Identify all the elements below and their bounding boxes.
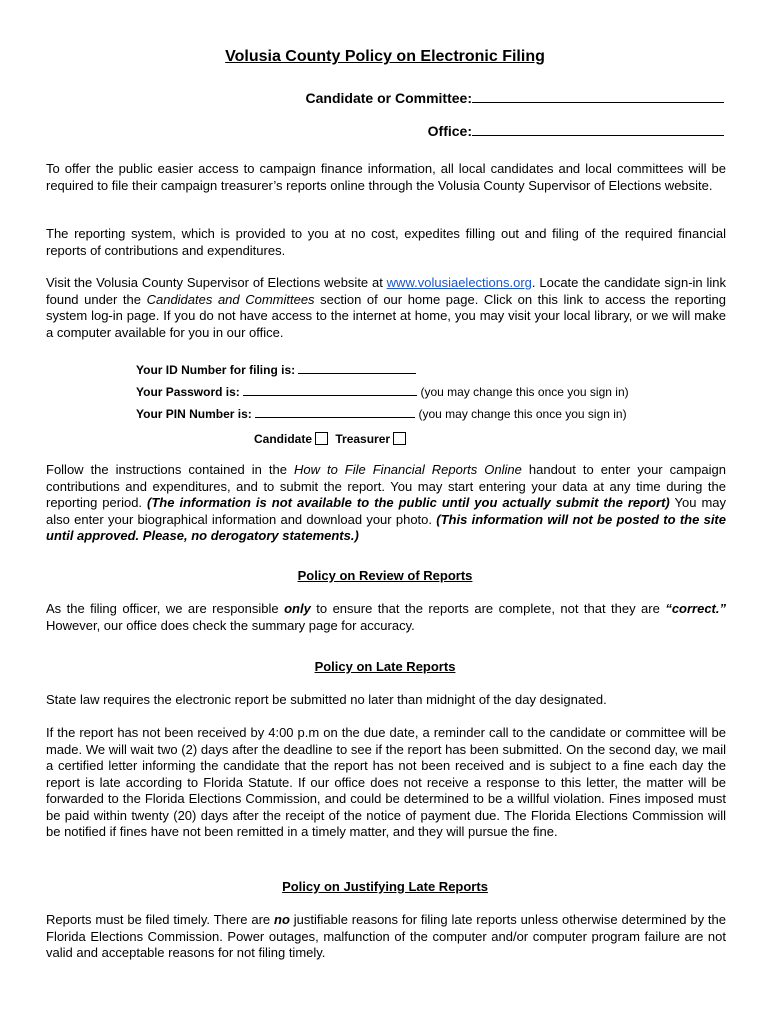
candidate-committee-field[interactable]: [306, 90, 724, 106]
password-row: [136, 385, 629, 399]
instructions-text-1: Follow the instructions contained in the: [46, 462, 294, 477]
visit-text-3: section of our home page. Click on this link to access the reporting system log-in page. If you do not have access to the internet at home, you may visit your local library, or we will make a computer available for you in our office.: [46, 291, 726, 340]
password-note: (you may change this once you sign in): [420, 385, 629, 399]
intro-paragraph: To offer the public easier access to campaign finance information, all local candidates and local committees will be required to file their campaign treasurer’s reports online through the Volusia County Supervisor of Elections website.: [46, 161, 726, 193]
visit-text-1: Visit the Volusia County Supervisor of Elections website at: [46, 275, 387, 290]
document-title: Volusia County Policy on Electronic Filing: [225, 48, 545, 65]
approval-notice: (This information will not be posted to the site until approved. Please, no derogatory statements.): [46, 511, 726, 543]
pin-note: (you may change this once you sign in): [418, 407, 627, 421]
candidate-checkbox[interactable]: [315, 432, 328, 445]
password-label: Your Password is:: [136, 385, 240, 399]
no-emphasis: no: [274, 912, 290, 927]
review-heading: Policy on Review of Reports: [297, 568, 473, 583]
candidate-checkbox-label: Candidate: [254, 432, 313, 446]
review-paragraph: [46, 601, 726, 634]
justify-text-2: justifiable reasons for filing late reports unless otherwise determined by the Florida Elections Commission. Power outages, malfunction of the computer and/or computer program failure are not valid and acceptable reasons for not filing timely.: [46, 912, 727, 960]
id-number-label: Your ID Number for filing is:: [136, 363, 296, 377]
visit-text-2: . Locate the candidate sign-in link found under the: [46, 275, 726, 307]
justify-paragraph: [46, 912, 726, 962]
office-blank[interactable]: [472, 123, 724, 136]
pin-blank[interactable]: [255, 407, 415, 418]
pin-label: Your PIN Number is:: [136, 407, 252, 421]
reporting-system-paragraph: The reporting system, which is provided to you at no cost, expedites filling out and filing of the required financial reports of contributions and expenditures.: [46, 226, 726, 258]
pin-row: [136, 407, 627, 421]
late-process-paragraph: If the report has not been received by 4:00 p.m on the due date, a reminder call to the candidate or committee will be made. We will wait two (2) days after the deadline to see if the report has been submitted. On the second day, we mail a certified letter informing the candidate that the report has not been received and is subject to a fine each day the report is late according to Florida Statute. If our office does not receive a response to this letter, the matter will be forwarded to the Florida Elections Commission, and could be determined to be a willful violation. Fines imposed must be paid within twenty (20) days after the receipt of the notice of payment due. The Florida Elections Commission will be notified if fines have not been remitted in a timely matter, and they will pursue the fine.: [46, 725, 726, 839]
review-text-3: However, our office does check the summary page for accuracy.: [46, 617, 415, 633]
state-law-paragraph: State law requires the electronic report be submitted no later than midnight of the day designated.: [46, 692, 607, 707]
instructions-text-3: You may also enter your biographical information and download your photo.: [46, 495, 726, 527]
justify-text-1: Reports must be filed timely. There are: [46, 912, 275, 927]
password-blank[interactable]: [243, 385, 417, 396]
candidates-committees-italic: Candidates and Committees: [146, 291, 315, 307]
instructions-text-2: handout to enter your campaign contributions and expenditures, and to submit the report. You may start entering your data at any time during the reporting period.: [46, 462, 726, 510]
correct-emphasis: “correct.”: [665, 601, 727, 616]
visit-website-paragraph: [46, 275, 726, 341]
role-checkbox-row: [254, 432, 410, 446]
treasurer-checkbox[interactable]: [393, 432, 406, 445]
not-available-notice: (The information is not available to the public until you actually submit the report): [147, 495, 670, 510]
office-label: Office:: [427, 123, 472, 139]
candidate-committee-label: Candidate or Committee:: [305, 90, 472, 106]
website-link[interactable]: www.volusiaelections.org: [386, 275, 532, 290]
office-field[interactable]: [428, 123, 724, 139]
instructions-paragraph: [46, 462, 726, 545]
how-to-file-italic: How to File Financial Reports Online: [293, 462, 522, 477]
candidate-committee-blank[interactable]: [472, 90, 724, 103]
review-text-1: As the filing officer, we are responsible: [46, 601, 285, 616]
late-heading: Policy on Late Reports: [314, 659, 456, 674]
id-number-row: [136, 363, 416, 377]
treasurer-checkbox-label: Treasurer: [335, 432, 391, 446]
review-text-2: to ensure that the reports are complete, not that they are: [310, 601, 666, 616]
only-emphasis: only: [284, 601, 311, 616]
justify-heading: Policy on Justifying Late Reports: [282, 879, 488, 894]
id-number-blank[interactable]: [298, 363, 416, 374]
